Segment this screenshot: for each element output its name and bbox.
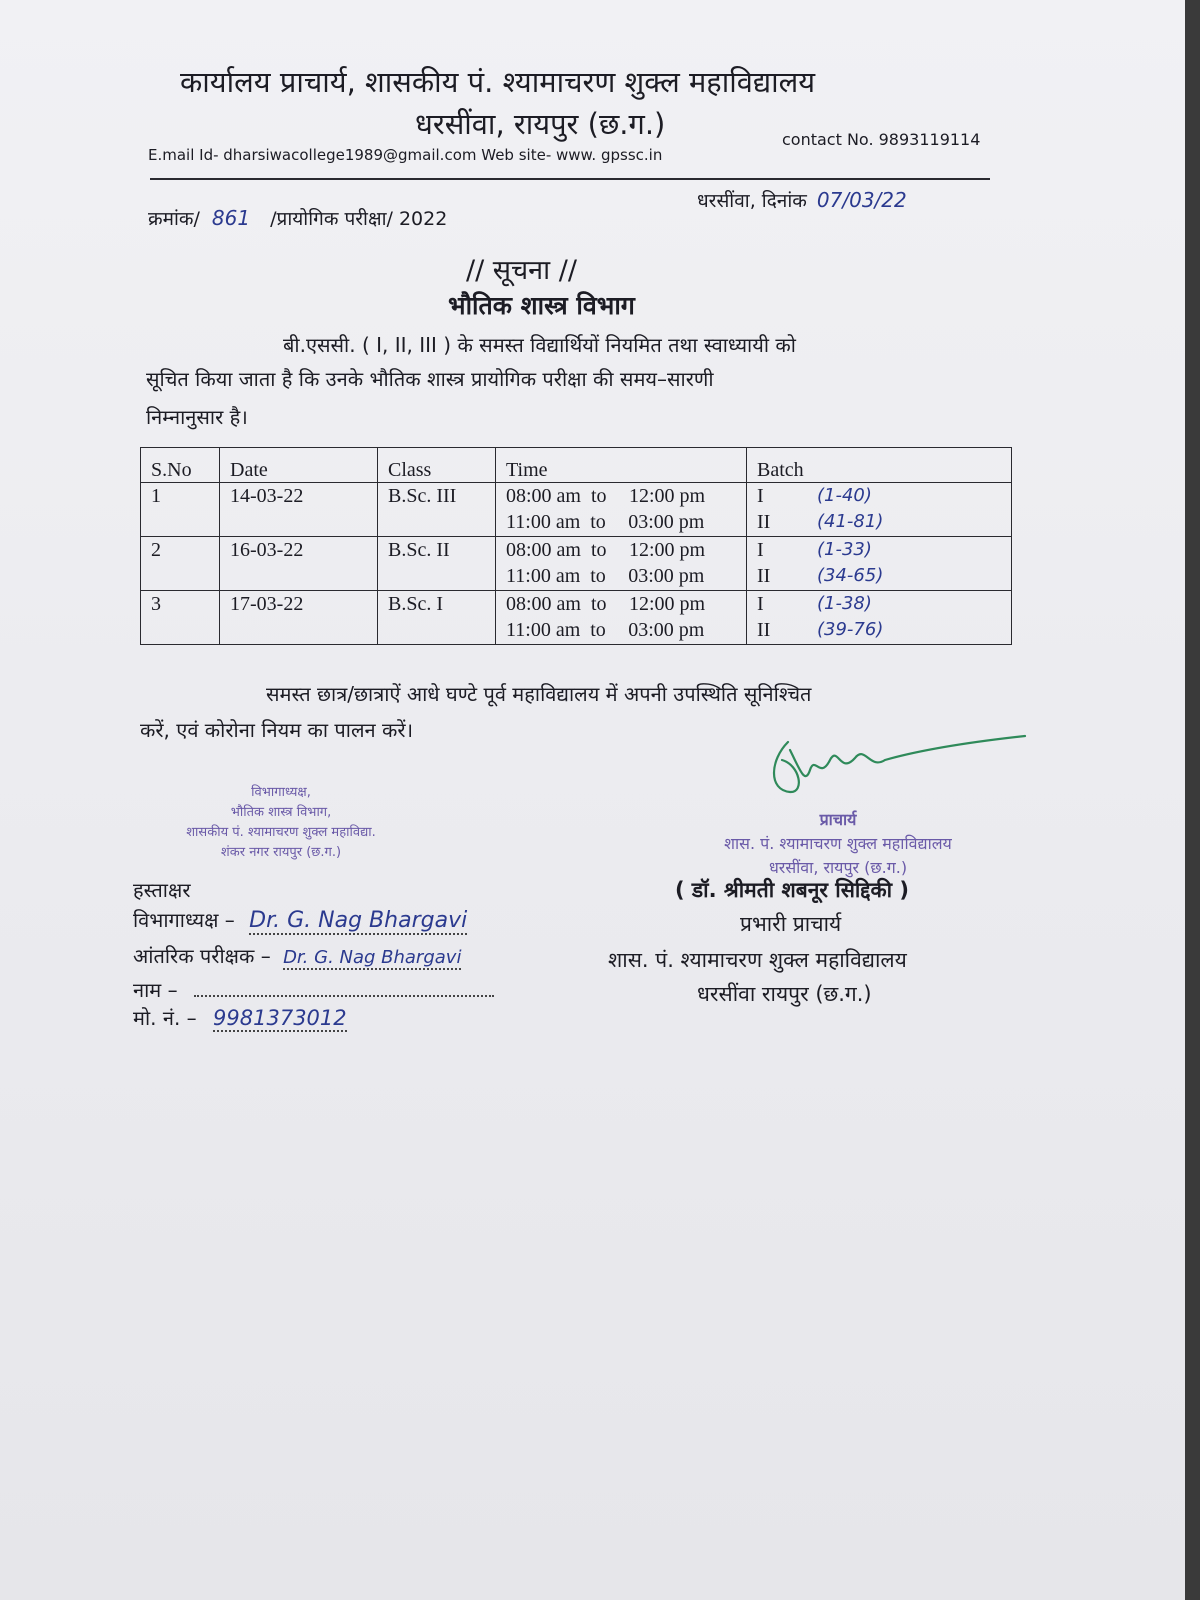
table-row	[141, 591, 1012, 645]
time-to: 03:00 pm	[628, 511, 705, 533]
time-to: 03:00 pm	[628, 565, 705, 587]
name-label: नाम –	[133, 978, 178, 1002]
contact-number: contact No. 9893119114	[782, 130, 981, 149]
hod-stamp-line3: शासकीय पं. श्यामाचरण शुक्ल महाविद्या.	[186, 825, 376, 840]
cell-sno: 1	[141, 483, 220, 537]
name-blank	[194, 995, 494, 997]
office-location: धरसींवा, रायपुर (छ.ग.)	[415, 107, 666, 141]
principal-stamp-line3: धरसींवा, रायपुर (छ.ग.)	[768, 858, 908, 877]
hod-signature-value: Dr. G. Nag Bhargavi	[249, 908, 468, 933]
batch-number: I	[757, 539, 764, 561]
time-to-word: to	[590, 511, 606, 533]
batch-range: (1-33)	[817, 539, 872, 560]
email-website: E.mail Id- dharsiwacollege1989@gmail.com Web site- www. gpssc.in	[148, 146, 663, 164]
time-to: 03:00 pm	[628, 619, 705, 641]
hod-stamp	[146, 783, 416, 863]
batch-number: I	[757, 593, 764, 615]
notice-para-line2: सूचित किया जाता है कि उनके भौतिक शास्त्र प्रायोगिक परीक्षा की समय–सारणी	[146, 367, 714, 391]
time-from: 08:00 am	[506, 593, 581, 615]
notice-para-line1: बी.एससी. ( I, II, III ) के समस्त विद्यार्थियों नियमित तथा स्वाध्यायी को	[283, 333, 796, 357]
cell-class: B.Sc. III	[378, 483, 496, 537]
mobile-value: 9981373012	[213, 1006, 347, 1030]
mobile-label: मो. नं. –	[133, 1006, 197, 1030]
internal-examiner-line	[133, 942, 461, 969]
header-batch: Batch	[747, 448, 1012, 483]
time-to: 12:00 pm	[629, 539, 706, 561]
cell-date: 14-03-22	[220, 483, 378, 537]
batch-range: (1-38)	[817, 593, 872, 614]
hod-stamp-line2: भौतिक शास्त्र विभाग,	[230, 805, 332, 820]
principal-stamp-line2: शास. पं. श्यामाचरण शुक्ल महाविद्यालय	[724, 834, 952, 853]
header-sno: S.No	[141, 448, 220, 483]
department-heading: भौतिक शास्त्र विभाग	[448, 291, 635, 320]
date-value: 07/03/22	[816, 188, 907, 212]
time-to-word: to	[590, 619, 606, 641]
cell-batch	[747, 537, 1012, 591]
notice-para-line3: निम्नानुसार है।	[146, 405, 248, 429]
principal-stamp-line1: प्राचार्य	[819, 810, 857, 829]
place-date	[697, 187, 907, 213]
batch-range: (39-76)	[817, 619, 884, 640]
batch-range: (41-81)	[817, 511, 884, 532]
principal-name: ( डॉ. श्रीमती शबनूर सिद्दिकी )	[675, 878, 909, 902]
reference-line	[148, 205, 447, 231]
cell-date: 17-03-22	[220, 591, 378, 645]
cell-batch	[747, 591, 1012, 645]
principal-stamp	[678, 808, 998, 880]
header-class: Class	[378, 448, 496, 483]
cell-time	[496, 591, 747, 645]
hod-line	[133, 906, 467, 933]
principal-place: धरसींवा रायपुर (छ.ग.)	[697, 982, 872, 1006]
name-line	[133, 976, 494, 1003]
header-time: Time	[496, 448, 747, 483]
time-from: 11:00 am	[506, 619, 581, 641]
cell-time	[496, 537, 747, 591]
hod-stamp-line1: विभागाध्यक्ष,	[251, 785, 311, 800]
time-from: 11:00 am	[506, 565, 581, 587]
batch-number: II	[757, 565, 771, 587]
hod-label: विभागाध्यक्ष –	[133, 908, 235, 932]
cell-time	[496, 483, 747, 537]
principal-college: शास. पं. श्यामाचरण शुक्ल महाविद्यालय	[608, 948, 907, 972]
batch-range: (34-65)	[817, 565, 884, 586]
header-divider	[150, 178, 990, 180]
place-date-label: धरसींवा, दिनांक	[697, 190, 807, 212]
time-from: 08:00 am	[506, 485, 581, 507]
cell-sno: 2	[141, 537, 220, 591]
cell-class: B.Sc. I	[378, 591, 496, 645]
principal-title: प्रभारी प्राचार्य	[740, 912, 842, 936]
cell-batch	[747, 483, 1012, 537]
table-row	[141, 537, 1012, 591]
office-title: कार्यालय प्राचार्य, शासकीय पं. श्यामाचरण शुक्ल महाविद्यालय	[180, 65, 816, 99]
principal-signature	[760, 730, 1030, 810]
time-to: 12:00 pm	[629, 485, 706, 507]
batch-number: I	[757, 485, 764, 507]
time-to: 12:00 pm	[629, 593, 706, 615]
notice-heading: // सूचना //	[466, 255, 577, 286]
exam-schedule-table	[140, 447, 1012, 645]
batch-number: II	[757, 619, 771, 641]
cell-sno: 3	[141, 591, 220, 645]
time-to-word: to	[591, 485, 607, 507]
time-to-word: to	[591, 539, 607, 561]
time-to-word: to	[591, 593, 607, 615]
time-to-word: to	[590, 565, 606, 587]
batch-number: II	[757, 511, 771, 533]
mobile-line	[133, 1004, 347, 1031]
notice-footer-line1: समस्त छात्र/छात्राऐं आधे घण्टे पूर्व महाविद्यालय में अपनी उपस्थिति सूनिश्चित	[266, 682, 812, 706]
header-date: Date	[220, 448, 378, 483]
cell-class: B.Sc. II	[378, 537, 496, 591]
reference-prefix: क्रमांक/	[148, 208, 200, 230]
reference-number: 861	[211, 206, 251, 230]
table-header-row	[141, 448, 1012, 483]
internal-examiner-value: Dr. G. Nag Bhargavi	[283, 947, 462, 968]
reference-suffix: /प्रायोगिक परीक्षा/ 2022	[270, 208, 448, 230]
internal-examiner-label: आंतरिक परीक्षक –	[133, 944, 271, 968]
notice-footer-line2: करें, एवं कोरोना नियम का पालन करें।	[140, 718, 414, 742]
signature-label: हस्ताक्षर	[133, 878, 191, 902]
batch-range: (1-40)	[817, 485, 872, 506]
cell-date: 16-03-22	[220, 537, 378, 591]
time-from: 11:00 am	[506, 511, 581, 533]
time-from: 08:00 am	[506, 539, 581, 561]
hod-stamp-line4: शंकर नगर रायपुर (छ.ग.)	[220, 845, 342, 860]
table-row	[141, 483, 1012, 537]
